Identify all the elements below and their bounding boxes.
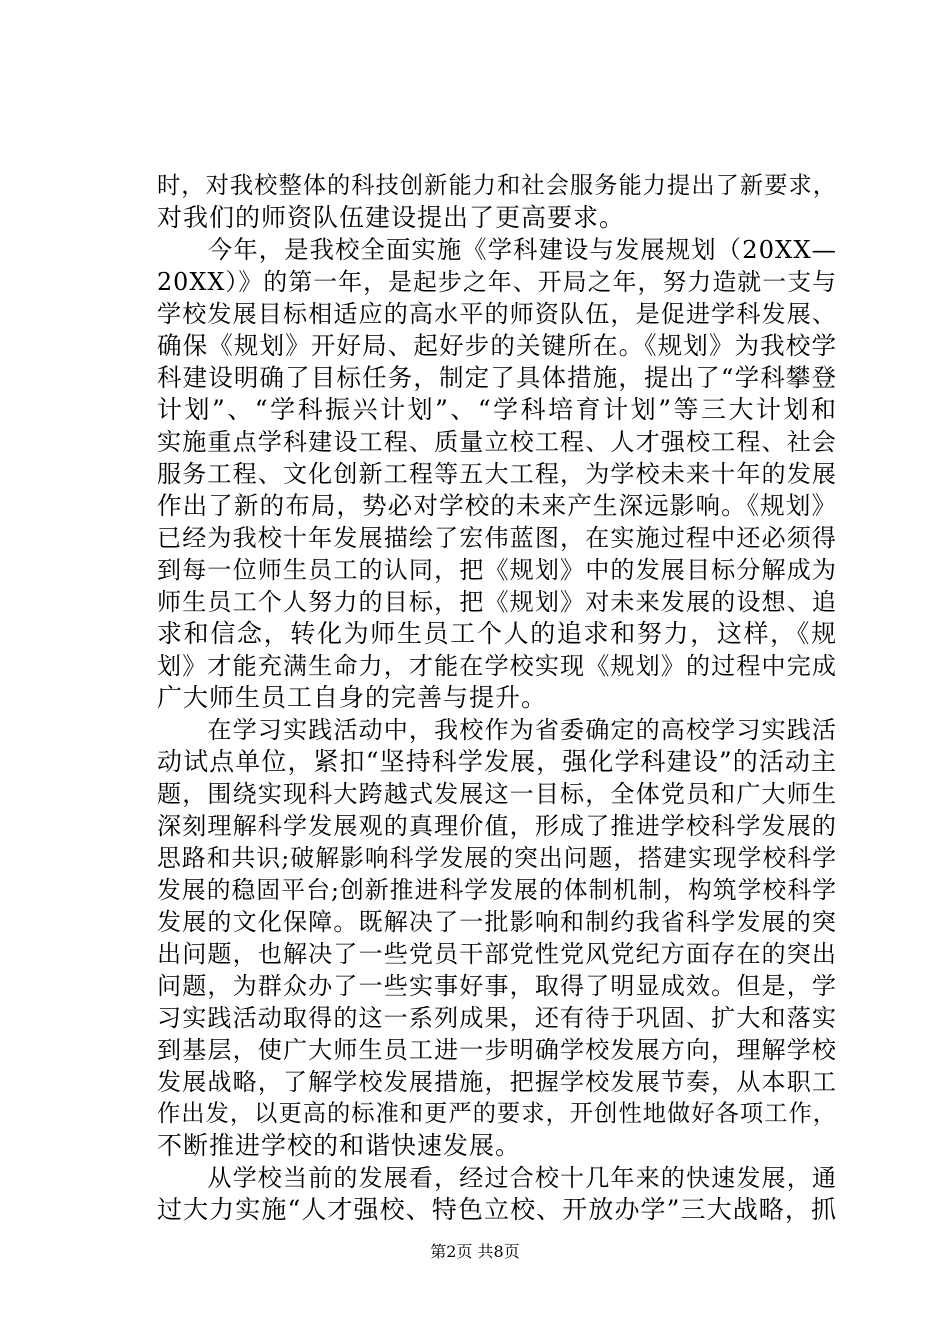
text-line: 确保《规划》开好局、起好步的关键所在。《规划》为我校学: [157, 331, 837, 360]
text-line: 作出发，以更高的标准和更严的要求，开创性地做好各项工作，: [157, 1100, 837, 1127]
text-line: 不断推进学校的和谐快速发展。: [157, 1131, 522, 1160]
text-line: 20XX）》的第一年，是起步之年、开局之年，努力造就一支与: [157, 268, 837, 296]
text-line: 过大力实施“人才强校、特色立校、开放办学”三大战略，抓: [157, 1195, 837, 1224]
text-line: 习实践活动取得的这一系列成果，还有待于巩固、扩大和落实: [157, 1004, 837, 1032]
text-line: 动试点单位，紧扣“坚持科学发展，强化学科建设”的活动主: [157, 747, 837, 776]
text-line: 服务工程、文化创新工程等五大工程，为学校未来十年的发展: [157, 460, 837, 488]
text-line: 计划”、“学科振兴计划”、“学科培育计划”等三大计划和: [157, 395, 837, 424]
text-line: 到基层，使广大师生员工进一步明确学校发展方向，理解学校: [157, 1036, 837, 1064]
text-line: 实施重点学科建设工程、质量立校工程、人才强校工程、社会: [157, 428, 837, 456]
text-line: 科建设明确了目标任务，制定了具体措施，提出了“学科攀登: [157, 363, 837, 392]
text-line: 深刻理解科学发展观的真理价值，形成了推进学校科学发展的: [157, 812, 837, 840]
text-line: 时，对我校整体的科技创新能力和社会服务能力提出了新要求，: [157, 172, 837, 199]
page-footer: 第2页 共8页: [430, 1242, 520, 1261]
text-line: 对我们的师资队伍建设提出了更高要求。: [157, 203, 626, 232]
text-line: 发展的稳固平台;创新推进科学发展的体制机制，构筑学校科学: [157, 876, 837, 904]
text-line: 作出了新的布局，势必对学校的未来产生深远影响。《规划》: [157, 491, 837, 520]
text-line: 思路和共识;破解影响科学发展的突出问题，搭建实现学校科学: [157, 844, 837, 872]
text-line: 广大师生员工自身的完善与提升。: [157, 683, 548, 712]
document-body: [157, 170, 837, 1226]
text-line: 到每一位师生员工的认同，把《规划》中的发展目标分解成为: [157, 556, 837, 584]
text-line: 在学习实践活动中，我校作为省委确定的高校学习实践活: [157, 716, 837, 744]
text-line: 划》才能充满生命力，才能在学校实现《规划》的过程中完成: [157, 652, 837, 680]
text-line: 从学校当前的发展看，经过合校十几年来的快速发展，通: [157, 1164, 837, 1192]
text-line: 已经为我校十年发展描绘了宏伟蓝图，在实施过程中还必须得: [157, 524, 837, 552]
text-line: 问题，为群众办了一些实事好事，取得了明显成效。但是，学: [157, 972, 837, 1000]
text-line: 师生员工个人努力的目标，把《规划》对未来发展的设想、追: [157, 588, 837, 616]
text-line: 学校发展目标相适应的高水平的师资队伍，是促进学科发展、: [157, 300, 837, 328]
text-line: 发展的文化保障。既解决了一批影响和制约我省科学发展的突: [157, 908, 837, 936]
text-line: 求和信念，转化为师生员工个人的追求和努力，这样，《规: [157, 619, 837, 648]
text-line: 题，围绕实现科大跨越式发展这一目标，全体党员和广大师生: [157, 780, 837, 808]
text-line: 出问题，也解决了一些党员干部党性党风党纪方面存在的突出: [157, 940, 837, 968]
text-line: 发展战略，了解学校发展措施，把握学校发展节奏，从本职工: [157, 1068, 837, 1096]
text-line: 今年，是我校全面实施《学科建设与发展规划（20XX—: [157, 235, 837, 264]
